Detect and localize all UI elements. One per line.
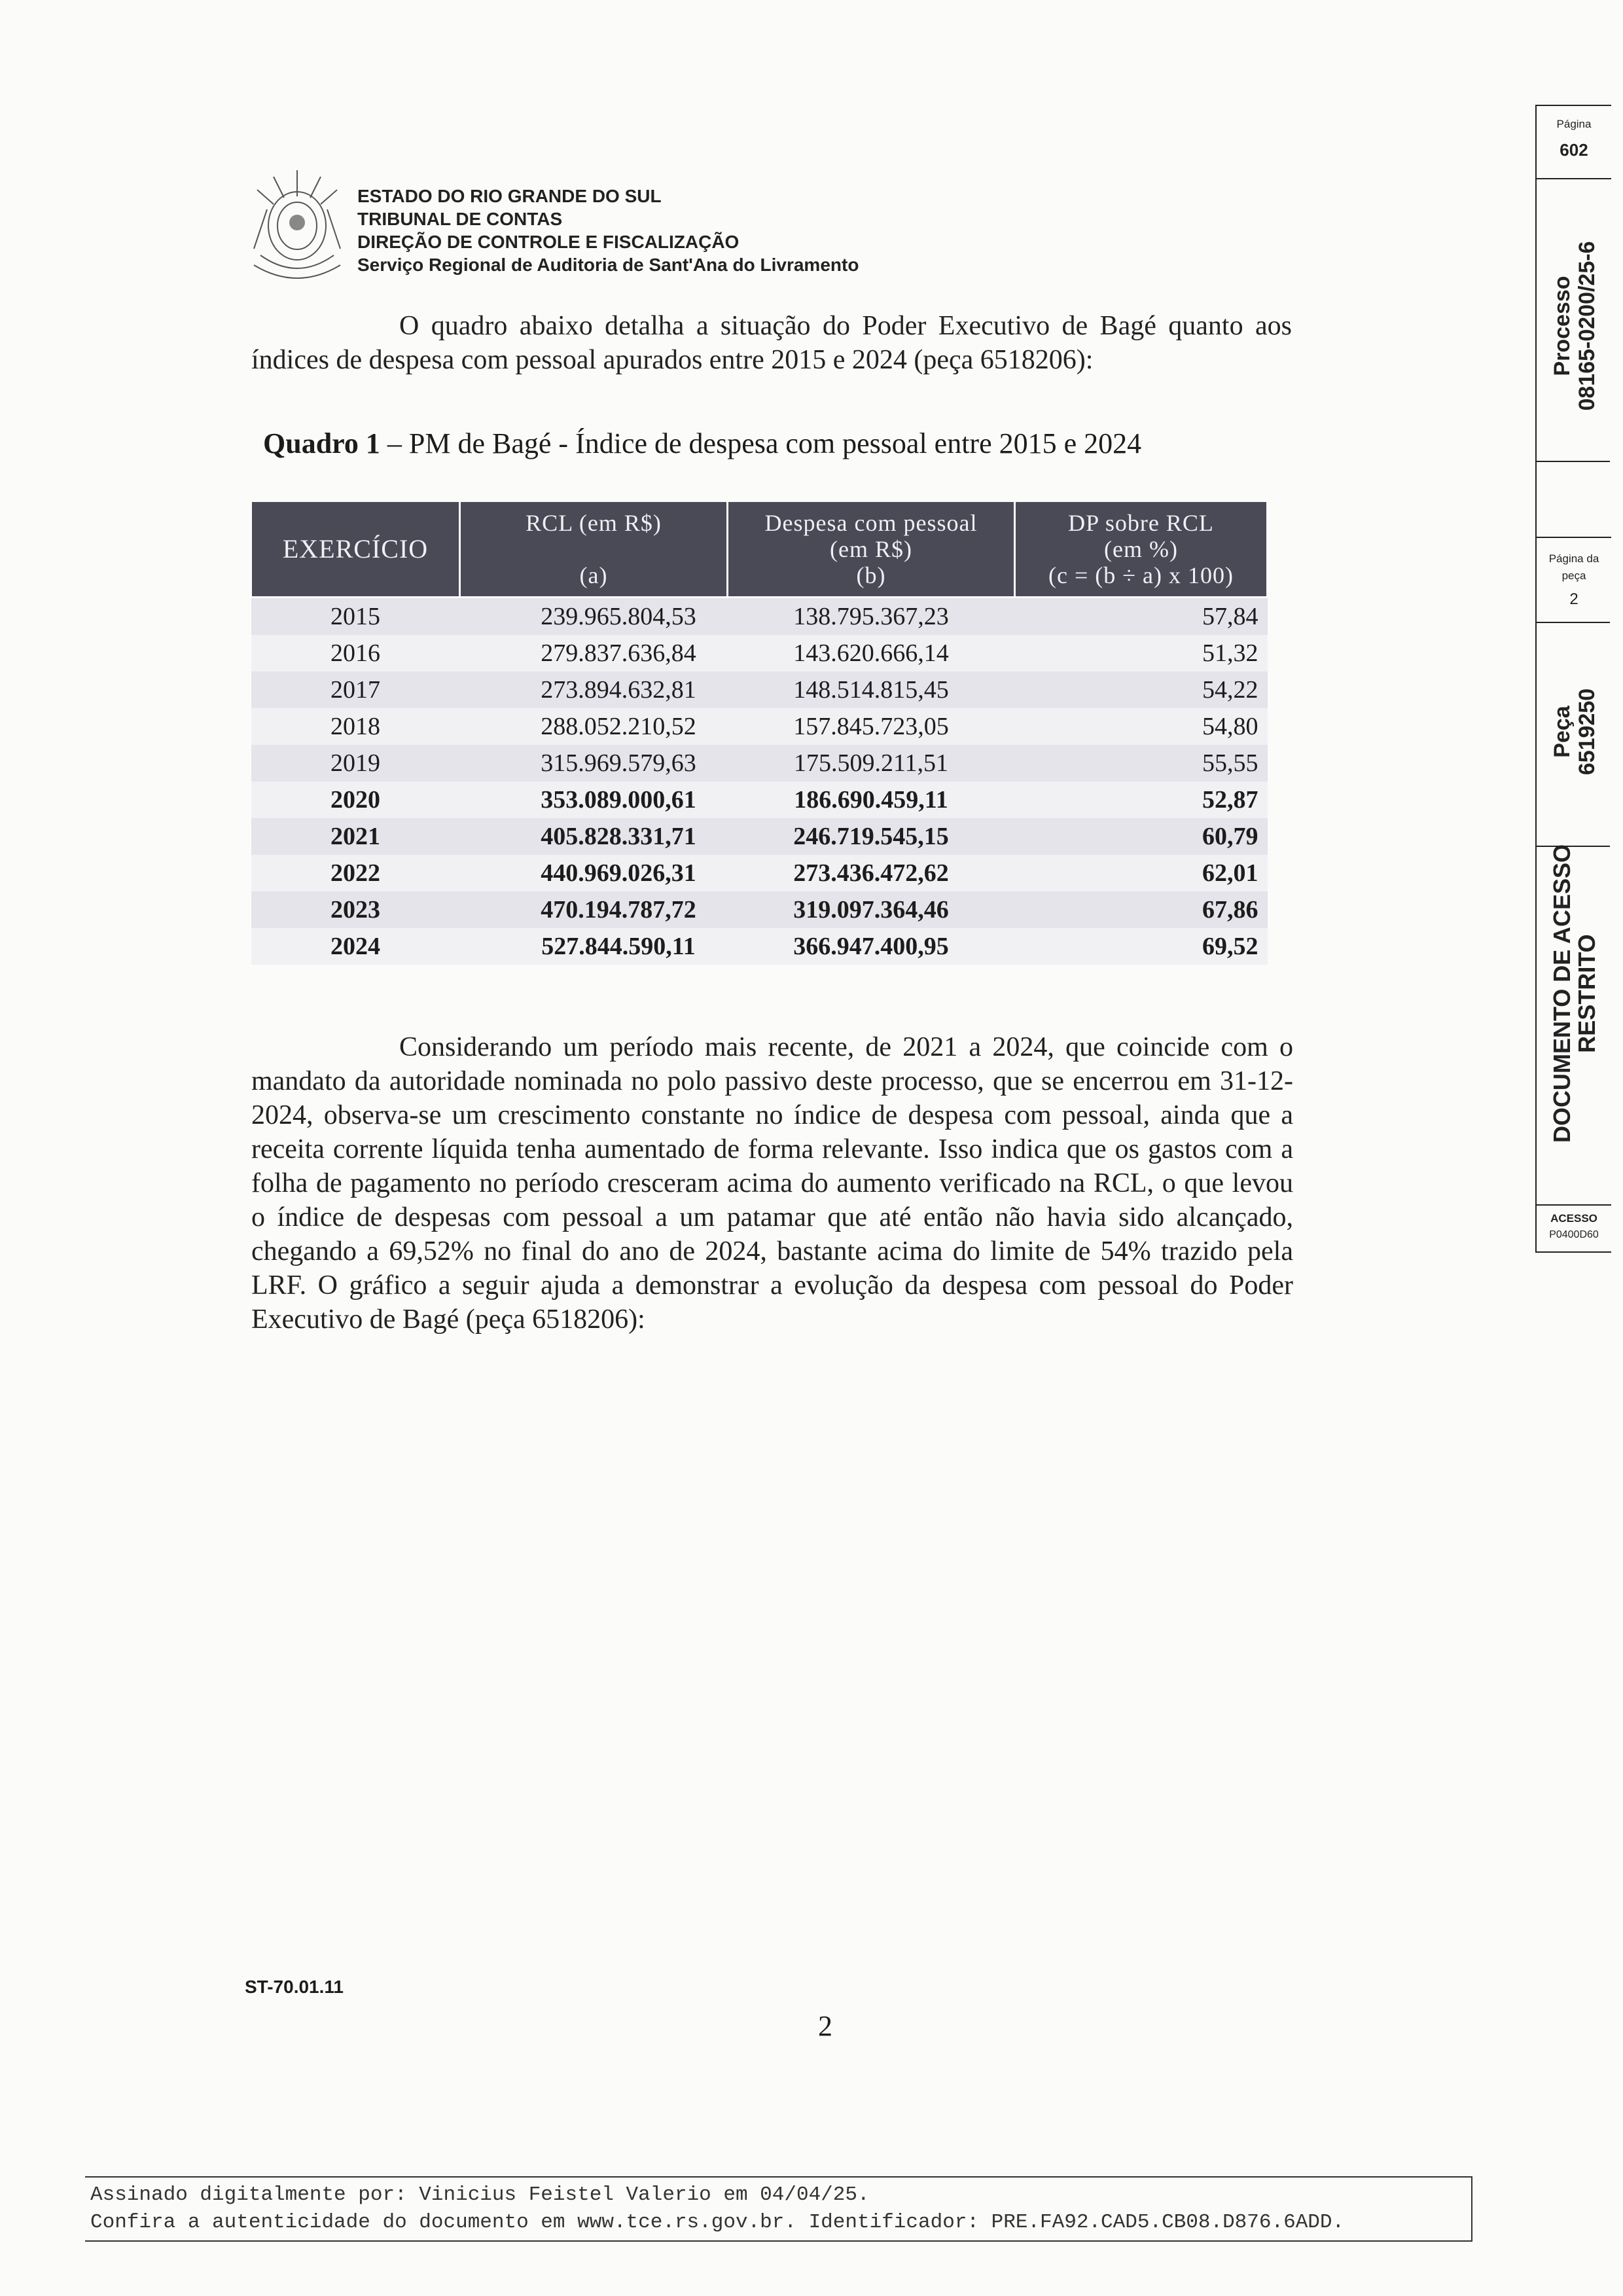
restricted-document-label — [1550, 764, 1599, 1223]
cell-ratio: 54,22 — [1015, 672, 1268, 708]
caption-text: – PM de Bagé - Índice de despesa com pessoal entre 2015 e 2024 — [380, 427, 1142, 459]
processo-number: 08165-0200/25-6 — [1575, 241, 1599, 411]
page-number: 2 — [818, 2010, 832, 2042]
header-exercicio — [251, 501, 460, 598]
peca-title: Peça — [1550, 706, 1575, 758]
cell-rcl: 440.969.026,31 — [460, 855, 728, 891]
peca-number: 6519250 — [1575, 688, 1599, 776]
restricted-line1: DOCUMENTO DE ACESSO — [1548, 844, 1575, 1143]
table-row — [251, 745, 1268, 781]
cell-year: 2023 — [251, 891, 460, 928]
cell-rcl: 405.828.331,71 — [460, 818, 728, 855]
restricted-line2: RESTRITO — [1573, 934, 1600, 1053]
cell-ratio: 69,52 — [1015, 928, 1268, 965]
cell-year: 2020 — [251, 781, 460, 818]
cell-ratio: 67,86 — [1015, 891, 1268, 928]
cell-ratio: 51,32 — [1015, 635, 1268, 672]
cell-rcl: 353.089.000,61 — [460, 781, 728, 818]
expense-index-table — [250, 500, 1268, 965]
digital-signature-box — [85, 2176, 1472, 2242]
header-despesa-l2: (em R$) — [830, 536, 912, 562]
table-row — [251, 781, 1268, 818]
form-code: ST-70.01.11 — [245, 1977, 344, 1997]
header-line-state: ESTADO DO RIO GRANDE DO SUL — [357, 186, 662, 206]
cell-rcl: 315.969.579,63 — [460, 745, 728, 781]
signature-line2: Confira a autenticidade do documento em www.tce.rs.gov.br. Identificador: PRE.FA92.CAD5.CB08.D876.6ADD. — [90, 2211, 1345, 2234]
cell-year: 2018 — [251, 708, 460, 745]
cell-year: 2017 — [251, 672, 460, 708]
cell-year: 2015 — [251, 598, 460, 636]
cell-year: 2022 — [251, 855, 460, 891]
table-caption — [263, 427, 1310, 460]
cell-expense: 157.845.723,05 — [728, 708, 1015, 745]
table-row — [251, 672, 1268, 708]
header-line-direction: DIREÇÃO DE CONTROLE E FISCALIZAÇÃO — [357, 232, 740, 252]
table-body — [251, 598, 1268, 965]
intro-paragraph — [251, 309, 1292, 377]
header-line-court: TRIBUNAL DE CONTAS — [357, 209, 563, 229]
intro-text: O quadro abaixo detalha a situação do Poder Executivo de Bagé quanto aos índices de despesa com pessoal apurados entre 2015 e 2024 (peça 6518206): — [251, 311, 1292, 375]
table-row — [251, 818, 1268, 855]
cell-ratio: 52,87 — [1015, 781, 1268, 818]
signature-line1: Assinado digitalmente por: Vinicius Feistel Valerio em 04/04/25. — [90, 2183, 870, 2206]
page-counter-box — [1535, 105, 1611, 179]
cell-expense: 186.690.459,11 — [728, 781, 1015, 818]
cell-expense: 148.514.815,45 — [728, 672, 1015, 708]
page-of-piece-value: 2 — [1569, 590, 1578, 608]
cell-rcl: 279.837.636,84 — [460, 635, 728, 672]
header-rcl-l1: RCL (em R$) — [526, 510, 662, 536]
cell-year: 2016 — [251, 635, 460, 672]
header-dp-l3: (c = (b ÷ a) x 100) — [1048, 562, 1234, 588]
table-row — [251, 635, 1268, 672]
header-exercicio-text: EXERCÍCIO — [282, 534, 429, 564]
header-rcl — [460, 501, 728, 598]
cell-ratio: 62,01 — [1015, 855, 1268, 891]
processo-label — [1550, 188, 1599, 463]
cell-year: 2021 — [251, 818, 460, 855]
table-row — [251, 891, 1268, 928]
page-of-piece-label2: peça — [1561, 569, 1586, 582]
cell-expense: 319.097.364,46 — [728, 891, 1015, 928]
page-counter-value: 602 — [1560, 140, 1588, 160]
cell-rcl: 239.965.804,53 — [460, 598, 728, 636]
header-despesa-l3: (b) — [856, 562, 886, 588]
page-of-piece-box — [1535, 537, 1611, 623]
table-header-row — [251, 501, 1268, 598]
cell-expense: 246.719.545,15 — [728, 818, 1015, 855]
cell-ratio: 55,55 — [1015, 745, 1268, 781]
header-despesa — [728, 501, 1015, 598]
table-row — [251, 598, 1268, 636]
cell-expense: 175.509.211,51 — [728, 745, 1015, 781]
institution-header — [357, 185, 859, 276]
header-rcl-l2 — [466, 536, 721, 562]
header-despesa-l1: Despesa com pessoal — [764, 510, 978, 536]
table-row — [251, 928, 1268, 965]
cell-rcl: 527.844.590,11 — [460, 928, 728, 965]
page-counter-label: Página — [1556, 118, 1592, 130]
header-dp-rcl — [1015, 501, 1268, 598]
analysis-paragraph — [251, 1030, 1293, 1336]
cell-expense: 143.620.666,14 — [728, 635, 1015, 672]
cell-year: 2019 — [251, 745, 460, 781]
coat-of-arms-seal — [241, 157, 353, 295]
cell-ratio: 57,84 — [1015, 598, 1268, 636]
access-code: P0400D60 — [1549, 1229, 1599, 1240]
cell-expense: 273.436.472,62 — [728, 855, 1015, 891]
header-dp-l1: DP sobre RCL — [1068, 510, 1214, 536]
header-rcl-l3: (a) — [579, 562, 608, 588]
analysis-text: Considerando um período mais recente, de 2021 a 2024, que coincide com o mandato da autoridade nominada no polo passivo deste processo, que se encerrou em 31-12-2024, observa-se um crescimento constante no índice de despesa com pessoal, ainda que a receita corrente líquida tenha aumentado de forma relevante. Isso indica que os gastos com a folha de pagamento no período cresceram acima do aumento verificado na RCL, o que levou o índice de despesas com pessoal a um patamar que até então não havia sido alcançado, chegando a 69,52% no final do ano de 2024, bastante acima do limite de 54% trazido pela LRF. O gráfico a seguir ajuda a demonstrar a evolução da despesa com pessoal do Poder Executivo de Bagé (peça 6518206): — [251, 1032, 1293, 1335]
page-of-piece-label1: Página da — [1548, 552, 1599, 565]
cell-expense: 138.795.367,23 — [728, 598, 1015, 636]
access-box — [1535, 1204, 1611, 1253]
cell-rcl: 273.894.632,81 — [460, 672, 728, 708]
table-row — [251, 855, 1268, 891]
cell-expense: 366.947.400,95 — [728, 928, 1015, 965]
access-label: ACESSO — [1550, 1212, 1597, 1225]
cell-ratio: 60,79 — [1015, 818, 1268, 855]
header-dp-l2: (em %) — [1104, 536, 1178, 562]
cell-ratio: 54,80 — [1015, 708, 1268, 745]
header-line-service: Serviço Regional de Auditoria de Sant'Ana do Livramento — [357, 255, 859, 275]
cell-rcl: 470.194.787,72 — [460, 891, 728, 928]
caption-label: Quadro 1 — [263, 427, 380, 459]
cell-rcl: 288.052.210,52 — [460, 708, 728, 745]
table-row — [251, 708, 1268, 745]
cell-year: 2024 — [251, 928, 460, 965]
processo-title: Processo — [1550, 276, 1575, 376]
